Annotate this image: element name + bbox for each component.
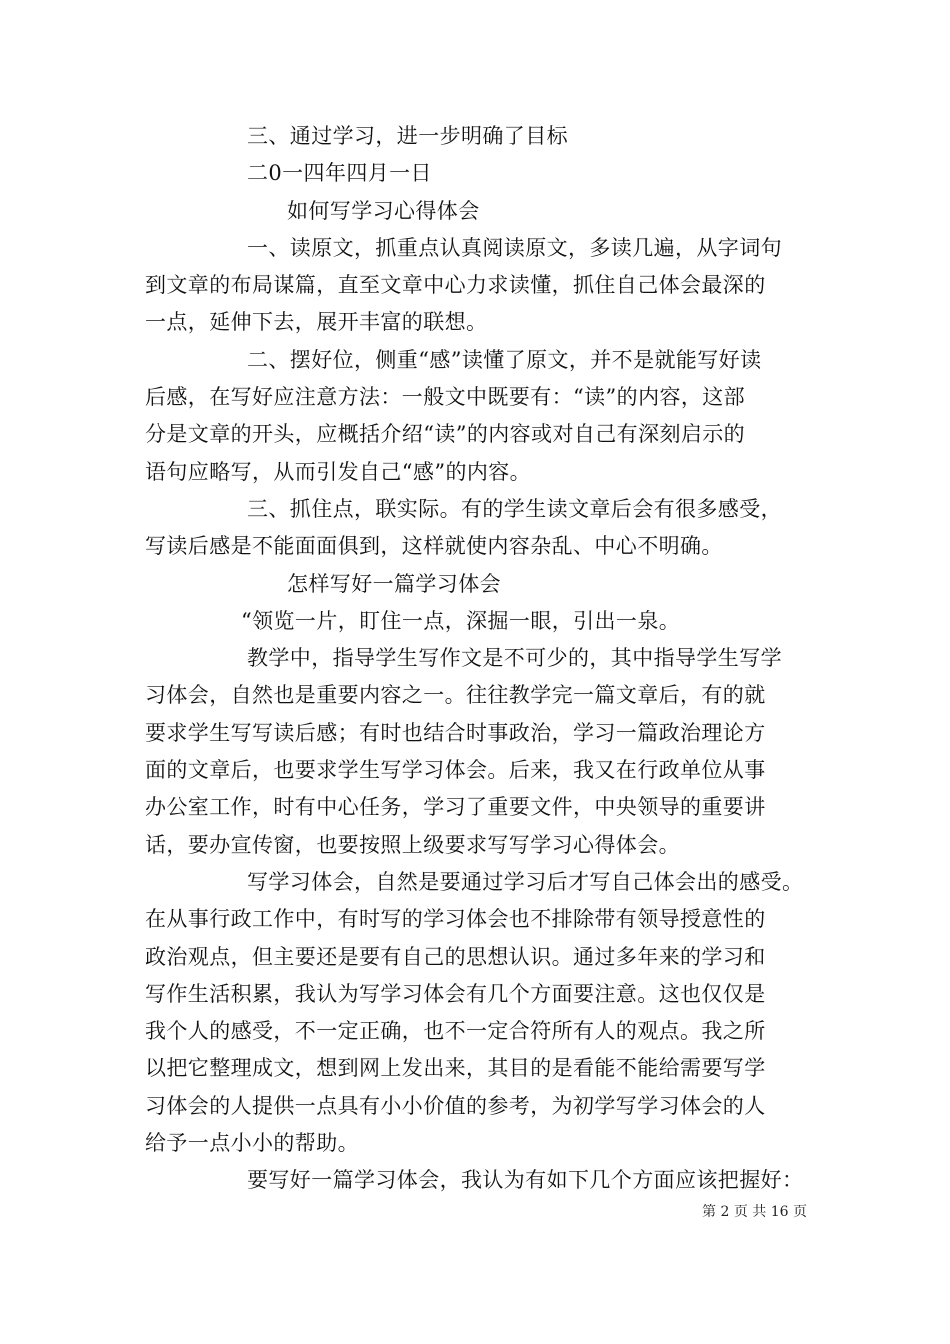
text-line: 一点，延伸下去，展开丰富的联想。 <box>145 310 488 335</box>
text-line: 后感，在写好应注意方法：一般文中既要有：“读”的内容，这部 <box>145 385 746 410</box>
text-line: 政治观点，但主要还是要有自己的思想认识。通过多年来的学习和 <box>145 944 766 969</box>
text-line: 教学中，指导学生写作文是不可少的，其中指导学生写学 <box>247 646 782 671</box>
text-line: 在从事行政工作中，有时写的学习体会也不排除带有领导授意性的 <box>145 907 766 932</box>
text-line: 分是文章的开头，应概括介绍“读”的内容或对自己有深刻启示的 <box>145 422 746 447</box>
text-line: 以把它整理成文，想到网上发出来，其目的是看能不能给需要写学 <box>145 1056 766 1081</box>
text-line: 面的文章后，也要求学生写学习体会。后来，我又在行政单位从事 <box>145 758 766 783</box>
text-line: 二0一四年四月一日 <box>247 161 432 186</box>
text-line: 话，要办宣传窗，也要按照上级要求写写学习心得体会。 <box>145 832 680 857</box>
section-heading: 如何写学习心得体会 <box>287 198 480 223</box>
text-line: 要求学生写写读后感；有时也结合时事政治，学习一篇政治理论方 <box>145 720 766 745</box>
text-line: 二、摆好位，侧重“感”读懂了原文，并不是就能写好读 <box>247 347 762 372</box>
text-line: 写学习体会，自然是要通过学习后才写自己体会出的感受。 <box>247 869 804 894</box>
text-line: 写读后感是不能面面俱到，这样就使内容杂乱、中心不明确。 <box>145 534 723 559</box>
text-line: 到文章的布局谋篇，直至文章中心力求读懂，抓住自己体会最深的 <box>145 273 766 298</box>
text-line: 写作生活积累，我认为写学习体会有几个方面要注意。这也仅仅是 <box>145 981 766 1006</box>
text-line: 习体会的人提供一点具有小小价值的参考，为初学写学习体会的人 <box>145 1093 766 1118</box>
text-line: 给予一点小小的帮助。 <box>145 1131 359 1156</box>
text-line: 语句应略写，从而引发自己“感”的内容。 <box>145 459 532 484</box>
page-number-footer: 第 2 页 共 16 页 <box>702 1204 807 1220</box>
text-line: 习体会，自然也是重要内容之一。往往教学完一篇文章后，有的就 <box>145 683 766 708</box>
text-line: 我个人的感受，不一定正确，也不一定合符所有人的观点。我之所 <box>145 1019 766 1044</box>
text-line: 三、抓住点，联实际。有的学生读文章后会有很多感受， <box>247 496 782 521</box>
text-line: 三、通过学习，进一步明确了目标 <box>247 124 568 148</box>
body-text <box>145 118 827 1200</box>
text-line: 要写好一篇学习体会，我认为有如下几个方面应该把握好： <box>247 1168 804 1193</box>
text-line: 一、读原文，抓重点认真阅读原文，多读几遍，从字词句 <box>247 235 782 260</box>
text-line: “领览一片，盯住一点，深掘一眼，引出一泉。 <box>241 608 681 633</box>
section-heading: 怎样写好一篇学习体会 <box>287 571 501 596</box>
text-line: 办公室工作，时有中心任务，学习了重要文件，中央领导的重要讲 <box>145 795 766 820</box>
